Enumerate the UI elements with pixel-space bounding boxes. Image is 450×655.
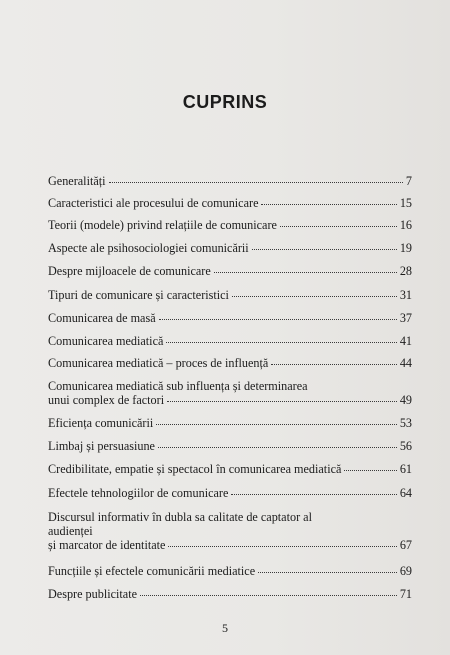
toc-entry	[48, 439, 412, 453]
toc-entry-title-line: audienței	[48, 524, 93, 538]
toc-entry-title: Credibilitate, empatie și spectacol în comunicarea mediatică	[48, 462, 342, 476]
toc-entry	[48, 311, 412, 325]
toc-entry-title: Tipuri de comunicare și caracteristici	[48, 288, 229, 302]
dot-leader	[271, 363, 397, 365]
dot-leader	[214, 271, 397, 273]
toc-page-number: 28	[399, 264, 412, 278]
toc-entry-title: Comunicarea mediatică – proces de influență	[48, 356, 269, 370]
toc-entry-title: unui complex de factori	[48, 393, 165, 407]
dot-leader	[168, 545, 396, 547]
toc-page-number: 61	[399, 462, 412, 476]
toc-page-number: 69	[399, 564, 412, 578]
toc-row	[48, 218, 412, 232]
toc-row	[48, 174, 412, 188]
toc-entry-title: Limbaj și persuasiune	[48, 439, 155, 453]
toc-entry	[48, 218, 412, 232]
toc-entry	[48, 356, 412, 370]
toc-entry	[48, 174, 412, 188]
toc-row	[48, 462, 412, 476]
toc-entry	[48, 196, 412, 210]
toc-page-number: 56	[399, 439, 412, 453]
toc-row	[48, 196, 412, 210]
toc-entry-title: Efectele tehnologiilor de comunicare	[48, 486, 229, 500]
toc-entry-title: Comunicarea mediatică	[48, 334, 164, 348]
toc-page-number: 41	[399, 334, 412, 348]
toc-entry	[48, 510, 412, 552]
toc-entry-title: Despre publicitate	[48, 587, 138, 601]
toc-row	[48, 416, 412, 430]
dot-leader	[232, 295, 397, 297]
toc-entry	[48, 486, 412, 500]
dot-leader	[140, 594, 397, 596]
toc-entry	[48, 564, 412, 578]
toc-row	[48, 264, 412, 278]
dot-leader	[258, 571, 397, 573]
toc-page-number: 31	[399, 288, 412, 302]
toc-row	[48, 393, 412, 407]
toc-page-number: 53	[399, 416, 412, 430]
toc-row	[48, 486, 412, 500]
dot-leader	[344, 469, 396, 471]
toc-row	[48, 587, 412, 601]
page-number: 5	[222, 621, 228, 635]
toc-page-number: 15	[399, 196, 412, 210]
toc-row	[48, 538, 412, 552]
toc-row	[48, 241, 412, 255]
toc-page-number: 37	[399, 311, 412, 325]
dot-leader	[280, 225, 397, 227]
toc-entry	[48, 462, 412, 476]
dot-leader	[159, 318, 397, 320]
dot-leader	[261, 203, 396, 205]
toc-entry-title: Aspecte ale psihosociologiei comunicării	[48, 241, 249, 255]
toc-entry-title-line: Comunicarea mediatică sub influența și determinarea	[48, 379, 308, 393]
toc-entry	[48, 264, 412, 278]
toc-page-number: 64	[399, 486, 412, 500]
dot-leader	[158, 446, 397, 448]
toc-page-number: 44	[399, 356, 412, 370]
dot-leader	[252, 248, 397, 250]
toc-row	[48, 311, 412, 325]
toc-entry-title: Despre mijloacele de comunicare	[48, 264, 211, 278]
toc-page-number: 67	[399, 538, 412, 552]
toc-page-number: 16	[399, 218, 412, 232]
toc-entry	[48, 241, 412, 255]
toc-row	[48, 564, 412, 578]
dot-leader	[231, 493, 396, 495]
toc-row	[48, 334, 412, 348]
page-title: CUPRINS	[182, 92, 268, 112]
toc-row	[48, 288, 412, 302]
toc-page-number: 49	[399, 393, 412, 407]
toc-page-number: 71	[399, 587, 412, 601]
toc-entry-title: Eficiența comunicării	[48, 416, 154, 430]
toc-row	[48, 439, 412, 453]
toc-entry-title-line: Discursul informativ în dubla sa calitate de captator al	[48, 510, 312, 524]
toc-entry-title: Generalități	[48, 174, 106, 188]
dot-leader	[156, 423, 397, 425]
dot-leader	[166, 341, 396, 343]
toc-entry	[48, 334, 412, 348]
dot-leader	[109, 181, 403, 183]
toc-row	[48, 356, 412, 370]
toc-entry-title: Funcțiile și efectele comunicării mediatice	[48, 564, 256, 578]
toc-entry	[48, 379, 412, 407]
toc-entry-title: Teorii (modele) privind relațiile de comunicare	[48, 218, 277, 232]
toc-page-number: 7	[405, 174, 412, 188]
dot-leader	[167, 400, 397, 402]
toc-entry-title: Comunicarea de masă	[48, 311, 156, 325]
toc-page-number: 19	[399, 241, 412, 255]
toc-entry-title: și marcator de identitate	[48, 538, 166, 552]
toc-entry	[48, 587, 412, 601]
toc-entry	[48, 288, 412, 302]
toc-entry-title: Caracteristici ale procesului de comunicare	[48, 196, 259, 210]
toc-entry	[48, 416, 412, 430]
